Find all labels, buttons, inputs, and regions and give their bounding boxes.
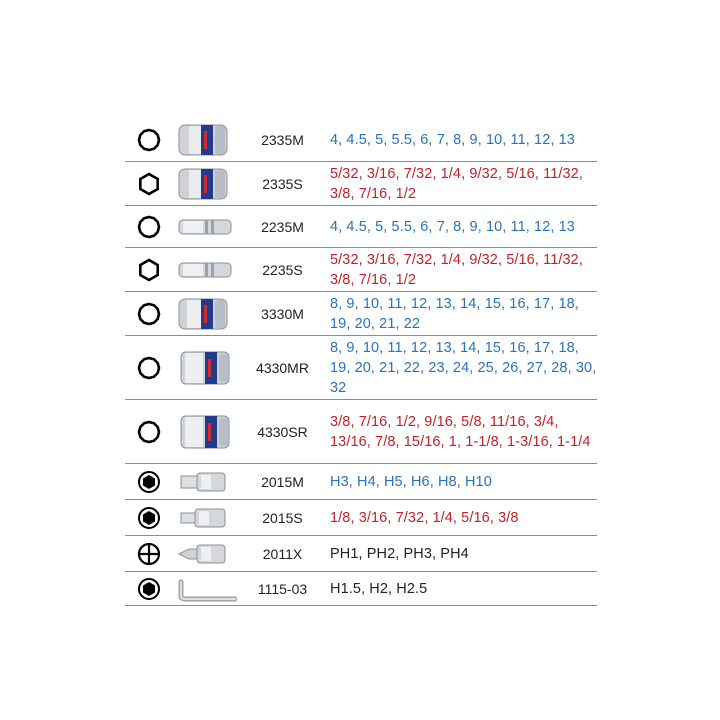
socket-set-table — [125, 118, 597, 606]
table-row — [125, 336, 597, 400]
part-code: 2335S — [262, 175, 303, 192]
size-list: 8, 9, 10, 11, 12, 13, 14, 15, 16, 17, 18, 19, 20, 21, 22 — [330, 295, 579, 332]
part-code: 2015S — [262, 509, 303, 526]
table-row — [125, 572, 597, 606]
size-list: 8, 9, 10, 11, 12, 13, 14, 15, 16, 17, 18, 19, 20, 21, 22, 23, 24, 25, 26, 27, 28, 30, 32 — [330, 339, 597, 396]
part-code: 3330M — [261, 305, 304, 322]
hex-bit-filled-icon — [137, 470, 161, 494]
table-row — [125, 248, 597, 292]
size-list: 4, 4.5, 5, 5.5, 6, 7, 8, 9, 10, 11, 12, 13 — [330, 131, 575, 148]
part-code: 2335M — [261, 131, 304, 148]
table-row — [125, 162, 597, 206]
allen-key-icon — [177, 576, 237, 602]
hex-bit-filled-icon — [137, 506, 161, 530]
size-list: 4, 4.5, 5, 5.5, 6, 7, 8, 9, 10, 11, 12, 13 — [330, 218, 575, 235]
table-row — [125, 536, 597, 572]
socket-large-chrome-icon — [177, 297, 233, 331]
socket-medium-chrome-icon — [177, 123, 233, 157]
table-row — [125, 118, 597, 162]
size-list: H1.5, H2, H2.5 — [330, 580, 428, 597]
part-code: 4330MR — [256, 359, 309, 376]
socket-large-chrome-icon — [177, 414, 233, 450]
part-code: 2011X — [262, 545, 303, 562]
part-code: 2235S — [262, 261, 303, 278]
hex-bit-socket-icon — [177, 507, 233, 529]
deep-socket-icon — [177, 218, 233, 236]
table-row — [125, 292, 597, 336]
socket-large-chrome-icon — [177, 350, 233, 386]
six-point-hollow-icon — [137, 258, 161, 282]
part-code: 2235M — [261, 218, 304, 235]
table-row — [125, 500, 597, 536]
phillips-cross-icon — [137, 542, 161, 566]
deep-socket-icon — [177, 261, 233, 279]
part-code: 2015M — [261, 473, 304, 490]
size-list: 5/32, 3/16, 7/32, 1/4, 9/32, 5/16, 11/32, 3/8, 7/16, 1/2 — [330, 251, 583, 288]
table-row — [125, 400, 597, 464]
size-list: H3, H4, H5, H6, H8, H10 — [330, 473, 492, 490]
hex-bit-socket-icon — [177, 471, 233, 493]
part-code: 4330SR — [257, 423, 308, 440]
size-list: 5/32, 3/16, 7/32, 1/4, 9/32, 5/16, 11/32, 3/8, 7/16, 1/2 — [330, 165, 583, 202]
socket-medium-chrome-icon — [177, 167, 233, 201]
twelve-point-hollow-icon — [137, 215, 161, 239]
hex-key-filled-icon — [137, 577, 161, 601]
twelve-point-hollow-icon — [137, 420, 161, 444]
twelve-point-hollow-icon — [137, 302, 161, 326]
six-point-hollow-icon — [137, 172, 161, 196]
size-list: 1/8, 3/16, 7/32, 1/4, 5/16, 3/8 — [330, 509, 519, 526]
size-list: 3/8, 7/16, 1/2, 9/16, 5/8, 11/16, 3/4, 13/16, 7/8, 15/16, 1, 1-1/8, 1-3/16, 1-1/4 — [330, 413, 591, 450]
part-code: 1115-03 — [257, 580, 308, 597]
twelve-point-hollow-icon — [137, 356, 161, 380]
size-list: PH1, PH2, PH3, PH4 — [330, 545, 469, 562]
phillips-bit-socket-icon — [177, 543, 233, 565]
twelve-point-hollow-icon — [137, 128, 161, 152]
table-row — [125, 206, 597, 248]
table-row — [125, 464, 597, 500]
